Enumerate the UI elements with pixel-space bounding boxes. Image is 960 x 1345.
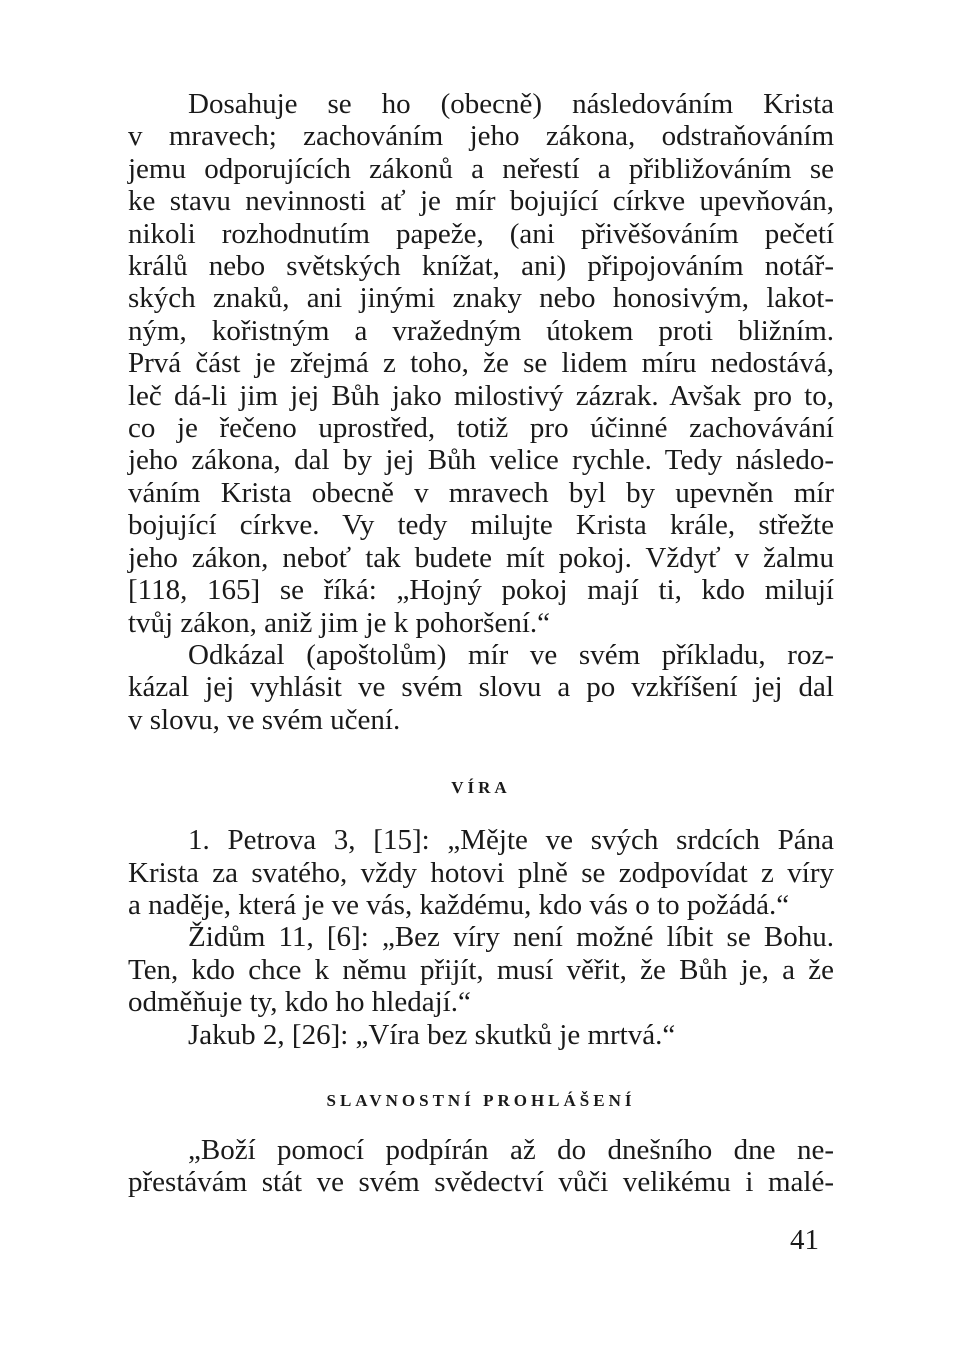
paragraph-group-2	[128, 824, 834, 1051]
text-line: v mravech; zachováním jeho zákona, odstraňováním	[128, 120, 834, 153]
text-line: Odkázal (apoštolům) mír ve svém příkladu, roz-	[188, 638, 834, 671]
text-line: kázal jej vyhlásit ve svém slovu a po vzkříšení jej dal	[128, 671, 834, 704]
paragraph	[128, 639, 834, 736]
text-line: ke stavu nevinnosti ať je mír bojující církve upevňován,	[128, 185, 834, 218]
text-line: odměňuje ty, kdo ho hledají.“	[128, 986, 471, 1019]
text-line: Židům 11, [6]: „Bez víry není možné líbit se Bohu.	[188, 921, 834, 954]
page-number: 41	[790, 1224, 819, 1256]
text-line: ských znaků, ani jinými znaky nebo honosivým, lakot-	[128, 282, 834, 315]
paragraph-group-3	[128, 1134, 834, 1199]
paragraph	[128, 921, 834, 1018]
text-line: tvůj zákon, aniž jim je k pohoršení.“	[128, 606, 551, 639]
text-line: Dosahuje se ho (obecně) následováním Krista	[188, 88, 834, 120]
text-line: jeho zákona, dal by jej Bůh velice rychle. Tedy následo-	[128, 444, 834, 477]
paragraph-group-1	[128, 88, 834, 736]
text-line: Krista za svatého, vždy hotovi plně se zodpovídat z víry	[128, 856, 834, 889]
paragraph	[128, 824, 834, 921]
text-line: přestávám stát ve svém svědectví vůči velikému i malé-	[128, 1166, 834, 1199]
text-line: „Boží pomocí podpírán až do dnešního dne ne-	[188, 1133, 834, 1166]
paragraph	[128, 88, 834, 639]
paragraph	[128, 1134, 834, 1199]
text-line: [118, 165] se říká: „Hojný pokoj mají ti, kdo milují	[128, 574, 834, 607]
text-line: králů nebo světských knížat, ani) připojováním notář-	[128, 250, 834, 283]
section-heading-vira: VÍRA	[451, 778, 511, 798]
text-line: nikoli rozhodnutím papeže, (ani přivěšováním pečetí	[128, 217, 834, 250]
text-line: co je řečeno uprostřed, totiž pro účinné zachovávání	[128, 412, 834, 445]
text-line: bojující církve. Vy tedy milujte Krista krále, střežte	[128, 509, 834, 542]
text-line: v slovu, ve svém učení.	[128, 703, 401, 736]
text-line: váním Krista obecně v mravech byl by upevněn mír	[128, 476, 834, 509]
text-line: a naděje, která je ve vás, každému, kdo vás o to požádá.“	[128, 888, 790, 921]
text-line: leč dá-li jim jej Bůh jako milostivý zázrak. Avšak pro to,	[128, 379, 834, 412]
text-line: jemu odporujících zákonů a neřestí a přibližováním se	[128, 152, 834, 185]
text-line: 1. Petrova 3, [15]: „Mějte ve svých srdcích Pána	[188, 824, 834, 857]
text-line: ným, kořistným a vražedným útokem proti bližním.	[128, 314, 834, 347]
text-line: jeho zákon, neboť tak budete mít pokoj. Vždyť v žalmu	[128, 541, 834, 574]
paragraph	[128, 1019, 834, 1051]
text-line: Ten, kdo chce k němu přijít, musí věřit, že Bůh je, a že	[128, 953, 834, 986]
section-heading-slavnostni-prohlaseni: SLAVNOSTNÍ PROHLÁŠENÍ	[326, 1090, 636, 1110]
text-line: Prvá část je zřejmá z toho, že se lidem míru nedostává,	[128, 347, 834, 380]
book-page	[128, 88, 834, 1199]
text-line: Jakub 2, [26]: „Víra bez skutků je mrtvá.“	[188, 1018, 676, 1051]
